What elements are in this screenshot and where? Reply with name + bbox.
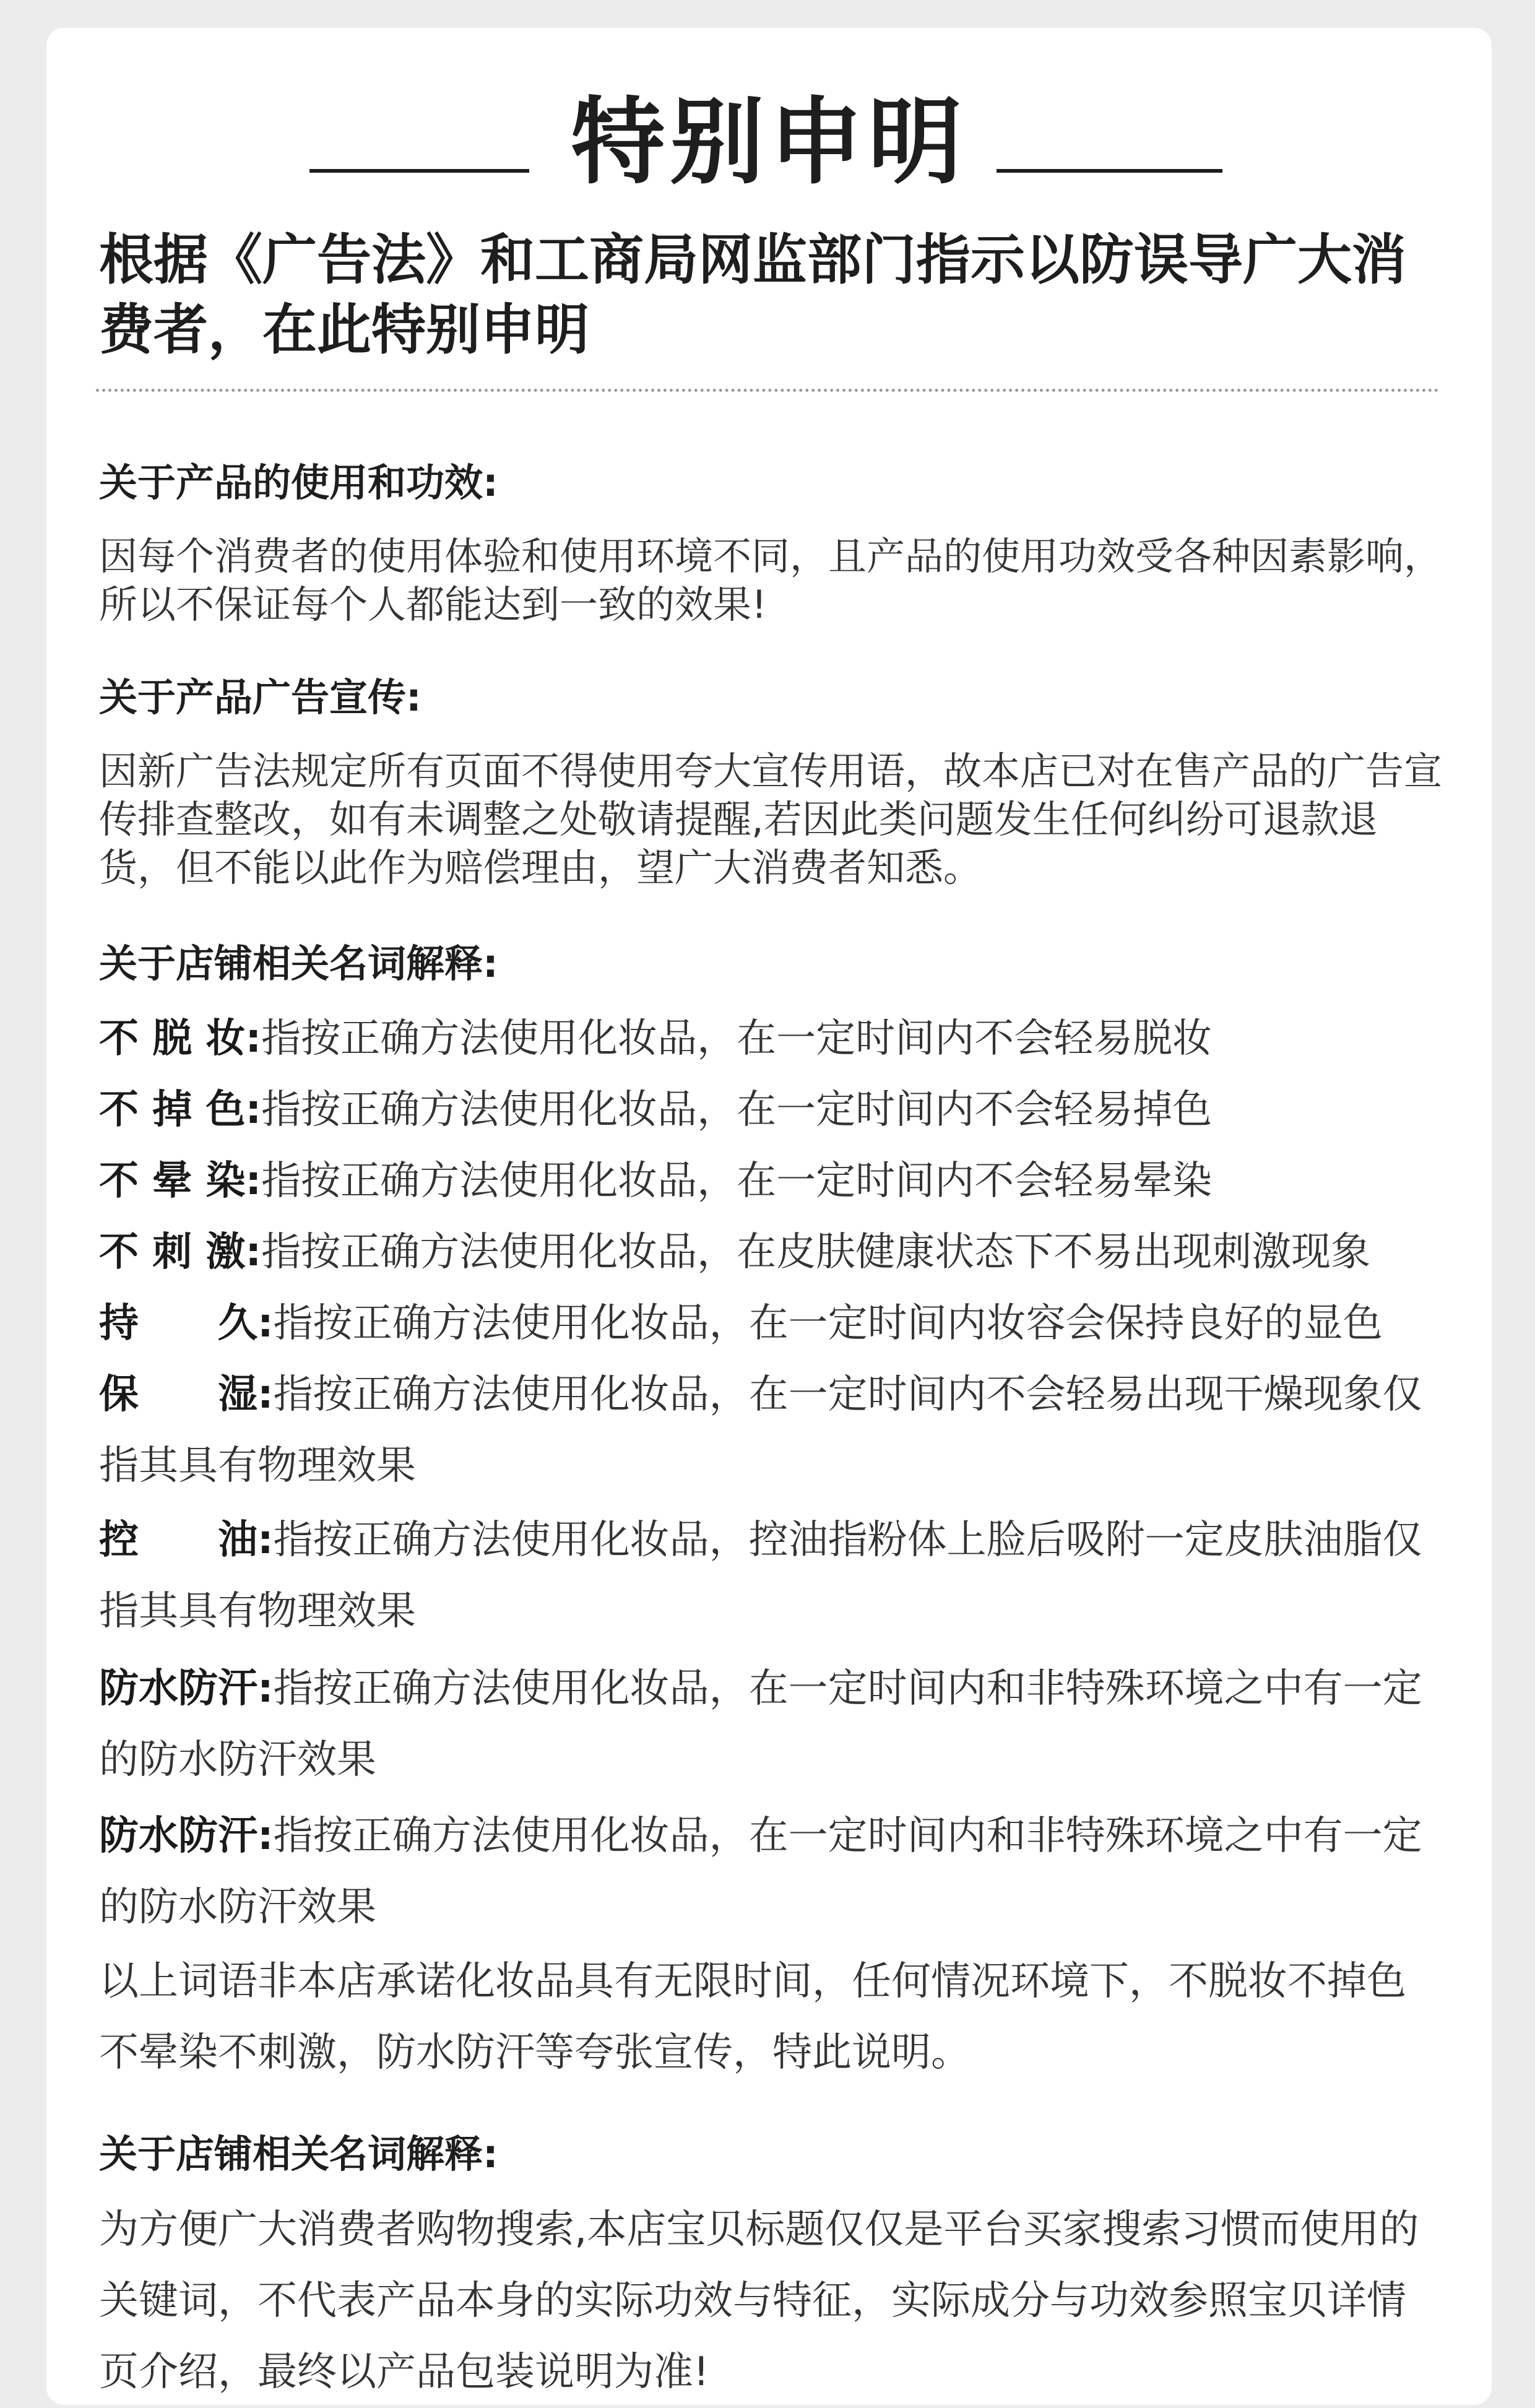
term-definition: 指按正确方法使用化妆品，在一定时间内妆容会保持良好的显色: [273, 1301, 1383, 1346]
term-item: [99, 1653, 1442, 1796]
dotted-divider: [96, 389, 1439, 392]
term-item: [99, 1505, 1442, 1647]
term-definition: 指按正确方法使用化妆品，控油指粉体上脸后吸附一定皮肤油脂仅指其具有物理效果: [99, 1517, 1422, 1634]
term-definition: 指按正确方法使用化妆品，在一定时间内不会轻易晕染: [261, 1158, 1213, 1204]
term-definition: 指按正确方法使用化妆品，在一定时间内和非特殊环境之中有一定的防水防汗效果: [99, 1666, 1422, 1783]
terms-closing-note: 以上词语非本店承诺化妆品具有无限时间，任何情况环境下，不脱妆不掉色不晕染不刺激，防水防汗等夸张宣传，特此说明。: [99, 1959, 1406, 2076]
title-header: [46, 84, 1492, 201]
term-item: [99, 1075, 1442, 1146]
term-definition: 指按正确方法使用化妆品，在一定时间内不会轻易出现干燥现象仅指其具有物理效果: [99, 1372, 1422, 1489]
term-item: [99, 1288, 1442, 1359]
term-definition: 指按正确方法使用化妆品，在一定时间内和非特殊环境之中有一定的防水防汗效果: [99, 1813, 1422, 1930]
term-label: 控 油:: [99, 1517, 274, 1563]
page-title: 特别申明: [571, 87, 967, 197]
efficacy-heading: 关于产品的使用和功效:: [99, 460, 498, 505]
title-rule-right: [997, 169, 1222, 173]
statement-card: [46, 28, 1492, 2405]
term-item: [99, 1801, 1442, 1943]
term-label: 保 湿:: [99, 1372, 274, 1418]
term-definition: 指按正确方法使用化妆品，在一定时间内不会轻易脱妆: [261, 1016, 1213, 1062]
keywords-heading: 关于店铺相关名词解释:: [99, 2131, 498, 2176]
term-label: 不 晕 染:: [99, 1158, 262, 1204]
term-item: [99, 1146, 1442, 1217]
term-label: 防水防汗:: [99, 1813, 274, 1859]
intro-statement: 根据《广告法》和工商局网监部门指示以防误导广大消费者，在此特别申明: [99, 228, 1407, 362]
term-label: 不 掉 色:: [99, 1087, 262, 1133]
term-item: [99, 1003, 1442, 1075]
term-item: [99, 1217, 1442, 1288]
advertising-heading: 关于产品广告宣传:: [99, 675, 422, 720]
keywords-text: 为方便广大消费者购物搜索,本店宝贝标题仅仅是平台买家搜索习惯而使用的关键词，不代表产品本身的实际功效与特征，实际成分与功效参照宝贝详情页介绍，最终以产品包装说明为准!: [99, 2207, 1419, 2395]
term-label: 防水防汗:: [99, 1666, 274, 1712]
term-item: [99, 1359, 1442, 1502]
terms-heading: 关于店铺相关名词解释:: [99, 941, 498, 986]
efficacy-text: 因每个消费者的使用体验和使用环境不同，且产品的使用功效受各种因素影响，所以不保证每个人都能达到一致的效果!: [99, 534, 1443, 627]
advertising-text: 因新广告法规定所有页面不得使用夸大宣传用语，故本店已对在售产品的广告宣传排查整改，如有未调整之处敬请提醒,若因此类问题发生任何纠纷可退款退货，但不能以此作为赔偿理由，望广大消费者知悉。: [99, 748, 1443, 890]
term-label: 不 刺 激:: [99, 1229, 262, 1275]
term-label: 持 久:: [99, 1301, 274, 1346]
term-label: 不 脱 妆:: [99, 1016, 262, 1062]
term-definition: 指按正确方法使用化妆品，在一定时间内不会轻易掉色: [261, 1087, 1213, 1133]
term-definition: 指按正确方法使用化妆品，在皮肤健康状态下不易出现刺激现象: [261, 1229, 1371, 1275]
